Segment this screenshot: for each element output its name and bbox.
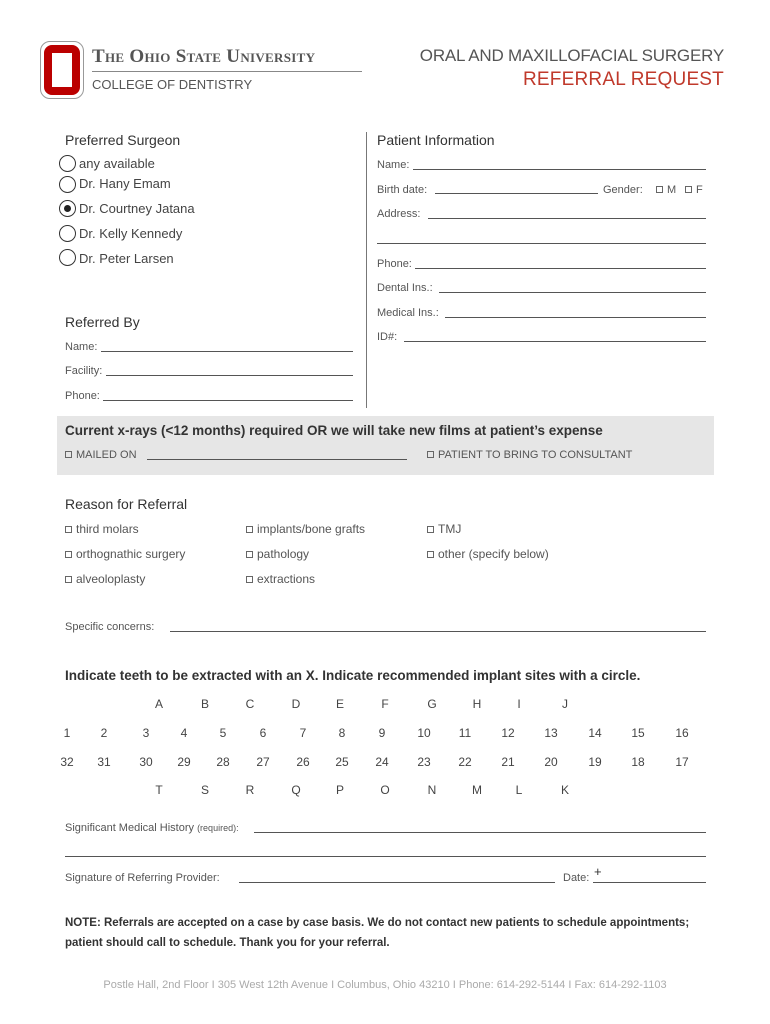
alveoloplasty-checkbox[interactable] [65,576,72,583]
tooth-7[interactable]: 7 [299,726,307,740]
orthognathic-text: orthognathic surgery [76,547,186,561]
gender-f-checkbox[interactable] [685,186,692,193]
birth-date-field[interactable] [435,193,598,194]
tooth-H[interactable]: H [472,697,482,711]
patient-phone-field[interactable] [415,268,706,269]
tooth-P[interactable]: P [335,783,344,797]
specific-concerns-label: Specific concerns: [65,621,155,633]
signature-label: Signature of Referring Provider: [65,872,220,884]
tooth-6[interactable]: 6 [259,726,267,740]
tooth-D[interactable]: D [291,697,301,711]
tooth-29[interactable]: 29 [177,755,191,769]
implants-checkbox[interactable] [246,526,253,533]
footer-address: Postle Hall, 2nd Floor I 305 West 12th Avenue I Columbus, Ohio 43210 I Phone: 614-292-5144 I Fax: 614-292-1103 [103,979,667,991]
other-checkbox[interactable] [427,551,434,558]
birth-date-label: Birth date: [377,184,428,196]
tooth-S[interactable]: S [200,783,209,797]
gender-m-text: M [667,184,677,196]
referred-by-title: Referred By [65,314,140,330]
surgeon-radio-jatana[interactable] [59,200,76,217]
form-title: REFERRAL REQUEST [523,69,724,90]
tooth-13[interactable]: 13 [544,726,558,740]
reason-extractions[interactable] [246,572,315,586]
reason-title: Reason for Referral [65,496,188,512]
referrer-phone-field[interactable] [103,400,353,401]
surgeon-label-jatana: Dr. Courtney Jatana [79,201,195,216]
third-molars-checkbox[interactable] [65,526,72,533]
patient-name-field[interactable] [413,169,706,170]
tooth-K[interactable]: K [560,783,569,797]
tooth-L[interactable]: L [515,783,523,797]
medical-history-label [65,822,239,834]
tooth-2[interactable]: 2 [100,726,108,740]
mailed-on-text: MAILED ON [76,449,137,461]
reason-tmj[interactable] [427,522,461,536]
tooth-F[interactable]: F [381,697,389,711]
surgeon-label-kennedy: Dr. Kelly Kennedy [79,226,183,241]
surgeon-label-larsen: Dr. Peter Larsen [79,251,174,266]
medical-history-required: (required): [197,823,239,833]
tooth-25[interactable]: 25 [335,755,349,769]
patient-info-title: Patient Information [377,132,495,148]
referrer-facility-label: Facility: [65,365,103,377]
tooth-24[interactable]: 24 [375,755,389,769]
tooth-J[interactable]: J [562,697,568,711]
tooth-28[interactable]: 28 [216,755,230,769]
other-text: other (specify below) [438,547,549,561]
preferred-surgeon-title: Preferred Surgeon [65,132,181,148]
tooth-10[interactable]: 10 [417,726,431,740]
tooth-22[interactable]: 22 [458,755,472,769]
tooth-18[interactable]: 18 [631,755,645,769]
tooth-M[interactable]: M [472,783,482,797]
tooth-15[interactable]: 15 [631,726,645,740]
referrer-phone-label: Phone: [65,390,100,402]
tooth-31[interactable]: 31 [97,755,111,769]
tmj-text: TMJ [438,522,462,536]
tooth-30[interactable]: 30 [139,755,153,769]
gender-f-option[interactable] [685,184,703,196]
gender-label: Gender: [603,184,643,196]
dental-ins-label: Dental Ins.: [377,282,433,294]
tooth-B[interactable]: B [200,697,209,711]
tooth-G[interactable]: G [427,697,437,711]
tooth-R[interactable]: R [245,783,255,797]
pathology-text: pathology [257,547,310,561]
specific-concerns-field[interactable] [170,631,706,632]
tooth-19[interactable]: 19 [588,755,602,769]
tooth-32[interactable]: 32 [60,755,74,769]
tooth-5[interactable]: 5 [219,726,227,740]
id-label: ID#: [377,331,398,343]
mailed-on-date-field[interactable] [147,459,407,460]
column-divider [366,132,367,408]
tooth-11[interactable]: 11 [458,726,472,740]
patient-bring-option[interactable] [427,449,632,461]
medical-history-field-line2[interactable] [65,856,706,857]
college-name: COLLEGE OF DENTISTRY [92,77,253,92]
surgeon-label-emam: Dr. Hany Emam [79,176,171,191]
tooth-27[interactable]: 27 [256,755,270,769]
third-molars-text: third molars [76,522,139,536]
tmj-checkbox[interactable] [427,526,434,533]
gender-m-option[interactable] [656,184,676,196]
tooth-E[interactable]: E [335,697,344,711]
medical-ins-field[interactable] [445,317,706,318]
gender-f-text: F [696,184,703,196]
extractions-text: extractions [257,572,316,586]
reason-other[interactable] [427,547,549,561]
tooth-14[interactable]: 14 [588,726,602,740]
surgeon-label-any: any available [79,156,155,171]
id-field[interactable] [404,341,706,342]
tooth-I[interactable]: I [517,697,521,711]
date-label: Date: [563,872,590,884]
patient-bring-checkbox[interactable] [427,451,434,458]
tooth-21[interactable]: 21 [501,755,515,769]
tooth-23[interactable]: 23 [417,755,431,769]
orthognathic-checkbox[interactable] [65,551,72,558]
note-line-2: patient should call to schedule. Thank you for your referral. [65,937,390,949]
mailed-on-option[interactable] [65,449,137,461]
surgeon-radio-larsen[interactable] [59,249,76,266]
reason-implants[interactable] [246,522,365,536]
address-field-line2[interactable] [377,243,706,244]
tooth-O[interactable]: O [380,783,390,797]
medical-history-text: Significant Medical History [65,822,194,834]
referrer-name-label: Name: [65,341,98,353]
signature-field[interactable] [239,882,555,883]
tooth-1[interactable]: 1 [63,726,71,740]
header-rule [92,71,362,72]
teeth-instructions: Indicate teeth to be extracted with an X. Indicate recommended implant sites with a circle. [65,668,641,683]
reason-alveoloplasty[interactable] [65,572,145,586]
referrer-name-field[interactable] [101,351,353,352]
patient-bring-text: PATIENT TO BRING TO CONSULTANT [438,449,633,461]
alveoloplasty-text: alveoloplasty [76,572,146,586]
xray-title: Current x-rays (<12 months) required OR we will take new films at patient’s expense [65,423,603,438]
tooth-20[interactable]: 20 [544,755,558,769]
mailed-on-checkbox[interactable] [65,451,72,458]
address-label: Address: [377,208,421,220]
tooth-3[interactable]: 3 [142,726,150,740]
tooth-16[interactable]: 16 [675,726,689,740]
implants-text: implants/bone grafts [257,522,366,536]
dental-ins-field[interactable] [439,292,706,293]
department-title: ORAL AND MAXILLOFACIAL SURGERY [419,46,724,65]
university-name: The Ohio State University [92,46,316,67]
surgeon-radio-emam[interactable] [59,176,76,193]
tooth-12[interactable]: 12 [501,726,515,740]
extractions-checkbox[interactable] [246,576,253,583]
tooth-N[interactable]: N [427,783,437,797]
gender-m-checkbox[interactable] [656,186,663,193]
reason-pathology[interactable] [246,547,309,561]
tooth-Q[interactable]: Q [291,783,301,797]
tooth-9[interactable]: 9 [378,726,386,740]
osu-block-o-logo [44,45,80,95]
tooth-C[interactable]: C [245,697,255,711]
tooth-8[interactable]: 8 [338,726,346,740]
reason-third-molars[interactable] [65,522,139,536]
tooth-T[interactable]: T [155,783,163,797]
address-field-line1[interactable] [428,218,706,219]
tooth-26[interactable]: 26 [296,755,310,769]
patient-name-label: Name: [377,159,410,171]
referrer-facility-field[interactable] [106,375,353,376]
reason-orthognathic[interactable] [65,547,185,561]
patient-phone-label: Phone: [377,258,412,270]
medical-ins-label: Medical Ins.: [377,307,439,319]
surgeon-radio-kennedy[interactable] [59,225,76,242]
tooth-4[interactable]: 4 [180,726,188,740]
surgeon-radio-any[interactable] [59,155,76,172]
tooth-A[interactable]: A [154,697,163,711]
pathology-checkbox[interactable] [246,551,253,558]
date-field[interactable] [593,882,706,883]
note-line-1: NOTE: Referrals are accepted on a case by case basis. We do not contact new patients to schedule appointments; [65,917,690,929]
medical-history-field-line1[interactable] [254,832,706,833]
date-plus-mark: + [594,864,602,879]
tooth-17[interactable]: 17 [675,755,689,769]
